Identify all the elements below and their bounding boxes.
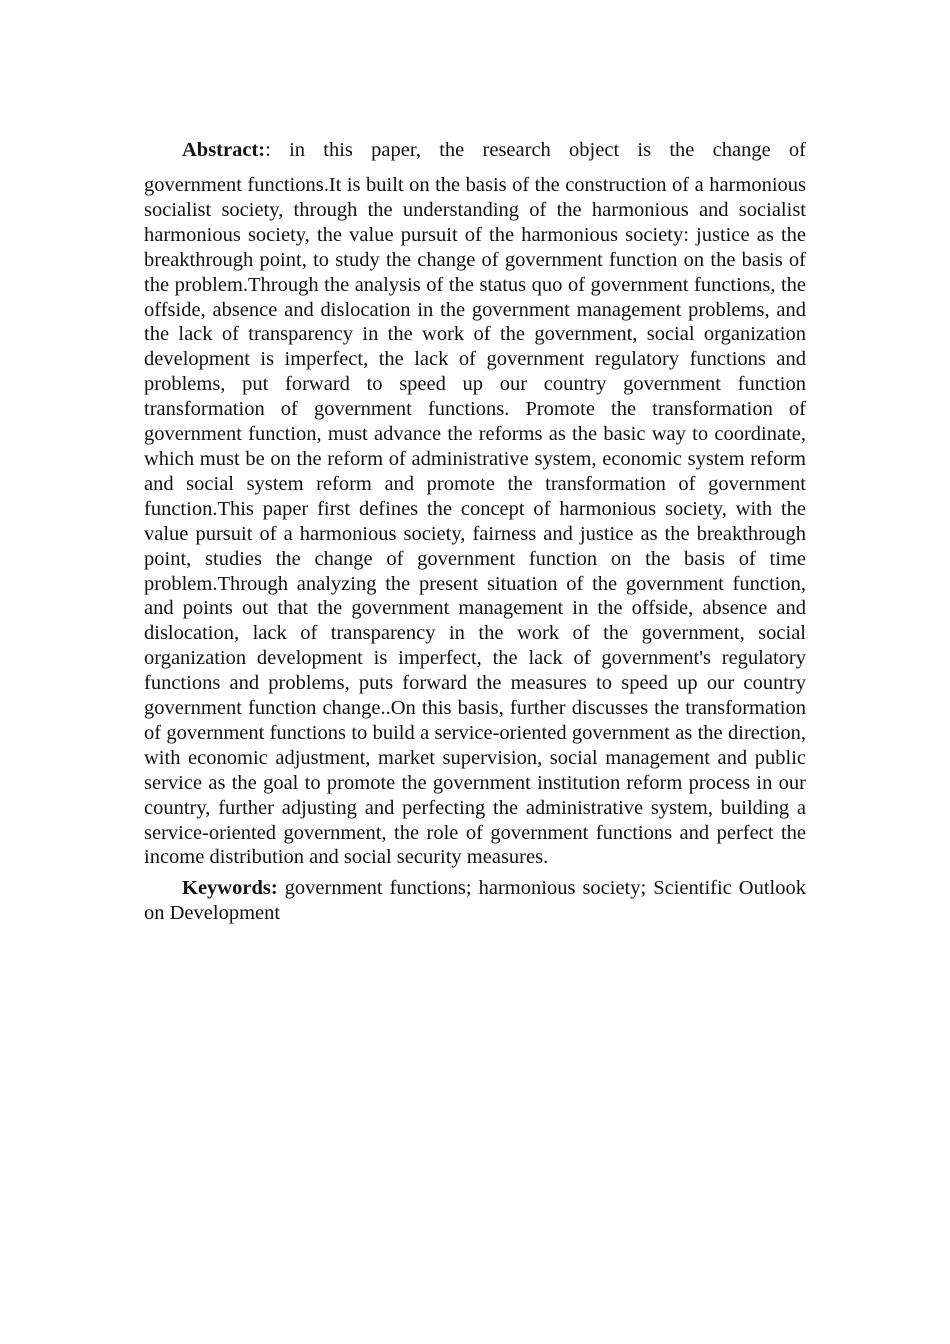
abstract-first-line-text: : in this paper, the research object is the change of [265,139,806,161]
keywords-label: Keywords: [182,877,278,900]
abstract-body: government functions.It is built on the basis of the construction of a harmonious socialist society, through the understanding of the harmonious and socialist harmonious society, the value pursuit of the harmonious society: justice as the breakthrough point, to study the change of government function on the basis of the problem.Through the analysis of the status quo of government functions, the offside, absence and dislocation in the government management problems, and the lack of transparency in the work of the government, social organization development is imperfect, the lack of government regulatory functions and problems, put forward to speed up our country government function transformation of government functions. Promote the transformation of government function, must advance the reforms as the basic way to coordinate, which must be on the reform of administrative system, economic system reform and social system reform and promote the transformation of government function.This paper first defines the concept of harmonious society, with the value pursuit of a harmonious society, fairness and justice as the breakthrough point, studies the change of government function on the basis of time problem.Through analyzing the present situation of the government function, and points out that the government management in the offside, absence and dislocation, lack of transparency in the work of the government, social organization development is imperfect, the lack of government's regulatory functions and problems, puts forward the measures to speed up our country government function change..On this basis, further discusses the transformation of government functions to build a service-oriented government as the direction, with economic adjustment, market supervision, social management and public service as the goal to promote the government institution reform process in our country, further adjusting and perfecting the administrative system, building a service-oriented government, the role of government functions and perfect the income distribution and social security measures. [144,174,806,869]
abstract-first-line [144,136,806,164]
keywords-paragraph [144,876,806,926]
keywords-text: government functions; harmonious society; Scientific Outlook on Development [144,877,806,925]
abstract-section [144,136,806,926]
abstract-label: Abstract: [182,139,266,161]
